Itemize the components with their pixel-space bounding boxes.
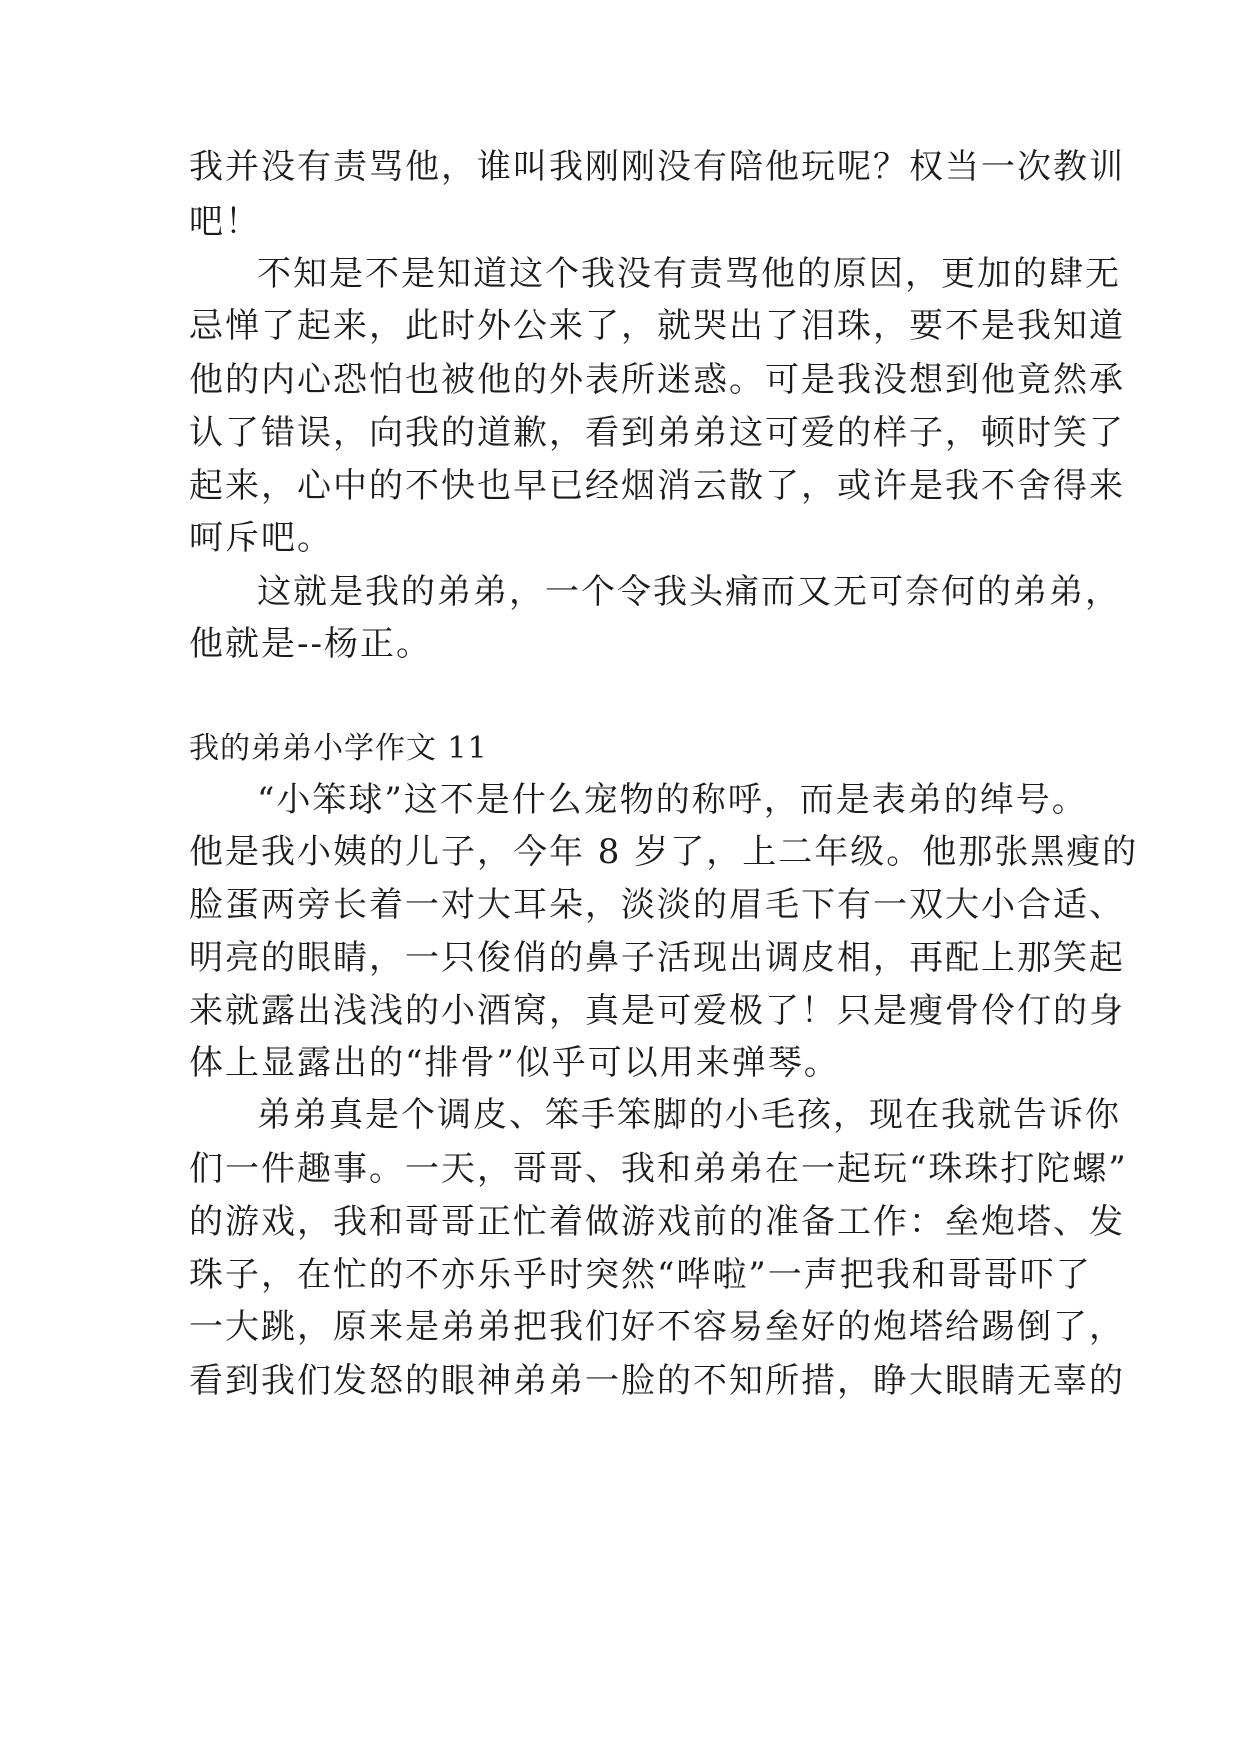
paragraph-line: 脸蛋两旁长着一对大耳朵，淡淡的眉毛下有一双大小合适、 [189, 885, 1125, 925]
paragraph-line: 吧！ [189, 202, 261, 242]
paragraph-line: 他是我小姨的儿子，今年 8 岁了，上二年级。他那张黑瘦的 [189, 832, 1139, 872]
paragraph-line: 呵斥吧。 [189, 518, 333, 558]
paragraph-line: 一大跳，原来是弟弟把我们好不容易垒好的炮塔给踢倒了， [189, 1307, 1125, 1347]
paragraph-line: 体上显露出的“排骨”似乎可以用来弹琴。 [189, 1043, 840, 1083]
paragraph-line: 起来，心中的不快也早已经烟消云散了，或许是我不舍得来 [189, 466, 1125, 506]
paragraph-line: 们一件趣事。一天，哥哥、我和弟弟在一起玩“珠珠打陀螺” [189, 1149, 1128, 1189]
paragraph-line: 弟弟真是个调皮、笨手笨脚的小毛孩，现在我就告诉你 [257, 1095, 1121, 1135]
paragraph-line: 来就露出浅浅的小酒窝，真是可爱极了！只是瘦骨伶仃的身 [189, 991, 1125, 1031]
paragraph-line: 的游戏，我和哥哥正忙着做游戏前的准备工作：垒炮塔、发 [189, 1202, 1125, 1242]
paragraph-line: “小笨球”这不是什么宠物的称呼，而是表弟的绰号。 [257, 780, 1088, 820]
paragraph-line: 看到我们发怒的眼神弟弟一脸的不知所措，睁大眼睛无辜的 [189, 1361, 1125, 1401]
paragraph-line: 珠子，在忙的不亦乐乎时突然“哗啦”一声把我和哥哥吓了 [189, 1255, 1092, 1295]
paragraph-line: 他的内心恐怕也被他的外表所迷惑。可是我没想到他竟然承 [189, 360, 1125, 400]
paragraph-line: 明亮的眼睛，一只俊俏的鼻子活现出调皮相，再配上那笑起 [189, 938, 1125, 978]
paragraph-line: 这就是我的弟弟，一个令我头痛而又无可奈何的弟弟， [257, 572, 1121, 612]
paragraph-line: 忌惮了起来，此时外公来了，就哭出了泪珠，要不是我知道 [189, 306, 1125, 346]
paragraph-line: 认了错误，向我的道歉，看到弟弟这可爱的样子，顿时笑了 [189, 413, 1125, 453]
paragraph-line: 他就是--杨正。 [189, 624, 432, 664]
paragraph-line: 不知是不是知道这个我没有责骂他的原因，更加的肆无 [257, 254, 1121, 294]
paragraph-line: 我并没有责骂他，谁叫我刚刚没有陪他玩呢？权当一次教训 [189, 147, 1125, 187]
essay-heading: 我的弟弟小学作文 11 [189, 731, 488, 766]
